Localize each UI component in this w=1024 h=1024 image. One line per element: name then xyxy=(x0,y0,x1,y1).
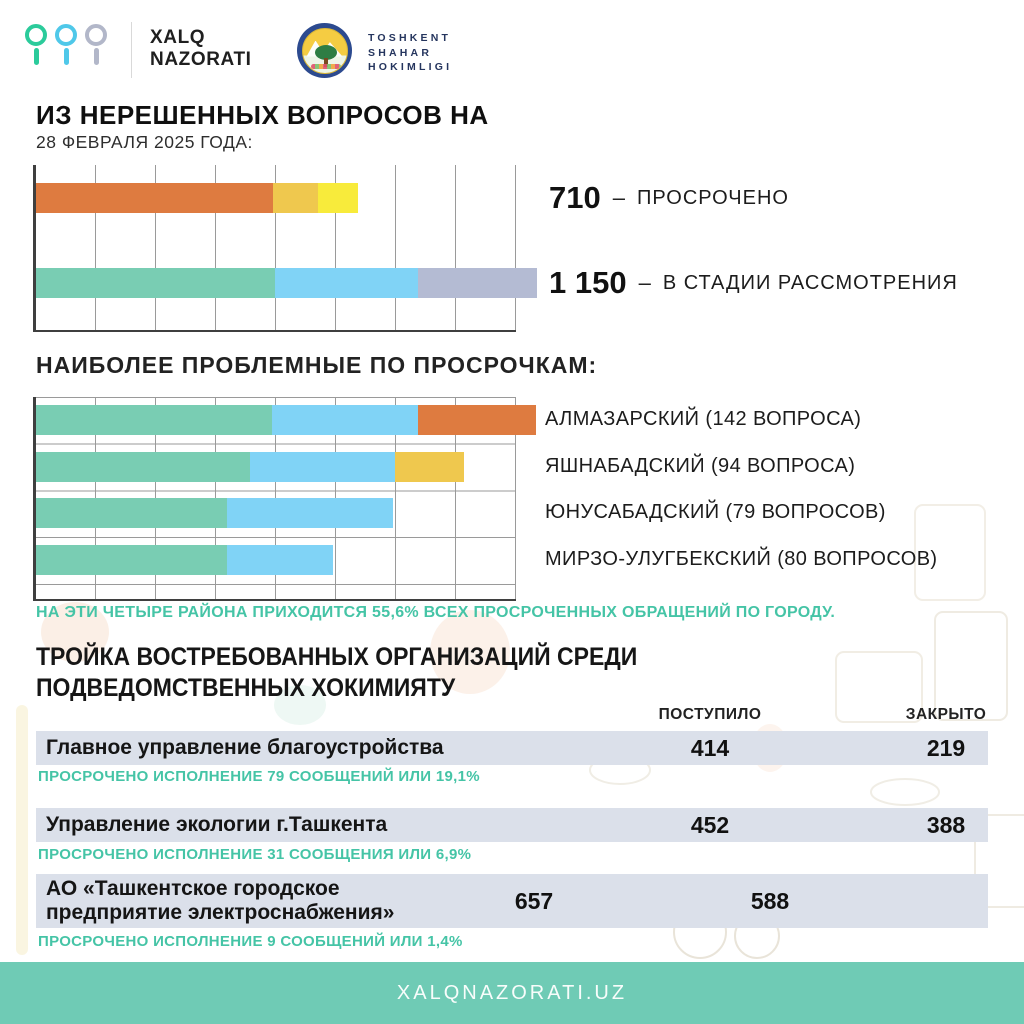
district-label-yunusabad: ЮНУСАБАДСКИЙ (79 ВОПРОСОВ) xyxy=(545,501,886,523)
in-review-legend xyxy=(549,264,958,302)
org-name: Управление экологии г.Ташкента xyxy=(46,812,388,836)
brand-line1: XALQ xyxy=(150,27,206,48)
summary-chart xyxy=(33,165,516,332)
org-overdue-note: ПРОСРОЧЕНО ИСПОЛНЕНИЕ 9 СООБЩЕНИЙ ИЛИ 1,4% xyxy=(38,933,463,950)
magnifier-icon-gray xyxy=(85,24,107,65)
hokimiyat-emblem-icon xyxy=(297,23,352,78)
district-label-mirzo-ulugbek: МИРЗО-УЛУГБЕКСКИЙ (80 ВОПРОСОВ) xyxy=(545,548,938,570)
org-overdue-note: ПРОСРОЧЕНО ИСПОЛНЕНИЕ 79 СООБЩЕНИЙ ИЛИ 19,1% xyxy=(38,768,480,785)
overdue-label: ПРОСРОЧЕНО xyxy=(636,186,789,209)
org-closed: 588 xyxy=(750,887,790,914)
bar-almazar xyxy=(36,405,536,435)
dash-separator: – xyxy=(638,270,651,295)
districts-title: НАИБОЛЕЕ ПРОБЛЕМНЫЕ ПО ПРОСРОЧКАМ: xyxy=(36,352,598,378)
footer-url[interactable]: XALQNAZORATI.UZ xyxy=(396,981,628,1004)
org-overdue-note: ПРОСРОЧЕНО ИСПОЛНЕНИЕ 31 СООБЩЕНИЯ ИЛИ 6,9% xyxy=(38,846,472,863)
dash-separator: – xyxy=(612,185,625,210)
in-review-label: В СТАДИИ РАССМОТРЕНИЯ xyxy=(662,271,958,294)
org-received: 657 xyxy=(514,887,554,914)
org-received: 414 xyxy=(690,734,730,761)
bar-yashnabad xyxy=(36,452,464,482)
districts-chart xyxy=(33,397,516,601)
brand-wordmark xyxy=(150,27,252,71)
org-line2: SHAHAR xyxy=(368,46,433,59)
bar-segment xyxy=(36,268,275,298)
org-name: АО «Ташкентское городское предприятие электроснабжения» xyxy=(46,876,395,924)
table-row xyxy=(36,731,988,765)
org-wordmark xyxy=(368,31,452,75)
brand-line2: NAZORATI xyxy=(150,49,252,70)
bar-mirzo-ulugbek xyxy=(36,545,333,575)
bar-segment xyxy=(272,405,418,435)
bar-segment xyxy=(227,545,333,575)
overdue-value: 710 xyxy=(549,180,601,215)
bar-segment xyxy=(36,498,227,528)
main-subtitle: 28 ФЕВРАЛЯ 2025 ГОДА: xyxy=(36,132,253,152)
bar-segment xyxy=(36,452,250,482)
org-closed: 388 xyxy=(926,811,966,838)
bar-segment xyxy=(395,452,464,482)
overdue-legend xyxy=(549,179,789,217)
emblem-inner xyxy=(302,28,348,74)
main-title: ИЗ НЕРЕШЕННЫХ ВОПРОСОВ НА xyxy=(36,100,489,130)
table-header xyxy=(36,706,988,724)
bar-segment xyxy=(418,405,536,435)
org-name: Главное управление благоустройства xyxy=(46,735,444,759)
district-label-almazar: АЛМАЗАРСКИЙ (142 ВОПРОСА) xyxy=(545,408,862,430)
table-row xyxy=(36,874,988,928)
bar-segment xyxy=(36,183,273,213)
column-closed: ЗАКРЫТО xyxy=(905,706,987,723)
org-received: 452 xyxy=(690,811,730,838)
bar-segment xyxy=(275,268,418,298)
bar-segment xyxy=(227,498,393,528)
in-review-value: 1 150 xyxy=(549,265,627,300)
districts-note: НА ЭТИ ЧЕТЫРЕ РАЙОНА ПРИХОДИТСЯ 55,6% ВСЕХ ПРОСРОЧЕННЫХ ОБРАЩЕНИЙ ПО ГОРОДУ. xyxy=(36,604,836,621)
district-label-yashnabad: ЯШНАБАДСКИЙ (94 ВОПРОСА) xyxy=(545,455,856,477)
bar-segment xyxy=(273,183,318,213)
column-received: ПОСТУПИЛО xyxy=(658,706,762,723)
org-line3: HOKIMLIGI xyxy=(368,61,453,73)
bar-segment xyxy=(36,545,227,575)
magnifier-icon-green xyxy=(25,24,47,65)
footer-band xyxy=(0,962,1024,1024)
bar-overdue xyxy=(36,183,358,213)
emblem-flowers xyxy=(311,64,341,69)
org-closed: 219 xyxy=(926,734,966,761)
table-row xyxy=(36,808,988,842)
org-line1: TOSHKENT xyxy=(368,32,452,44)
bar-yunusabad xyxy=(36,498,393,528)
logo-divider xyxy=(131,22,132,78)
bar-segment xyxy=(318,183,358,213)
magnifier-icon-cyan xyxy=(55,24,77,65)
bar-segment xyxy=(36,405,272,435)
organizations-title: ТРОЙКА ВОСТРЕБОВАННЫХ ОРГАНИЗАЦИЙ СРЕДИ ПОДВЕДОМСТВЕННЫХ ХОКИМИЯТУ xyxy=(36,643,638,702)
bar-segment xyxy=(250,452,395,482)
bar-in-review xyxy=(36,268,537,298)
bar-segment xyxy=(418,268,537,298)
